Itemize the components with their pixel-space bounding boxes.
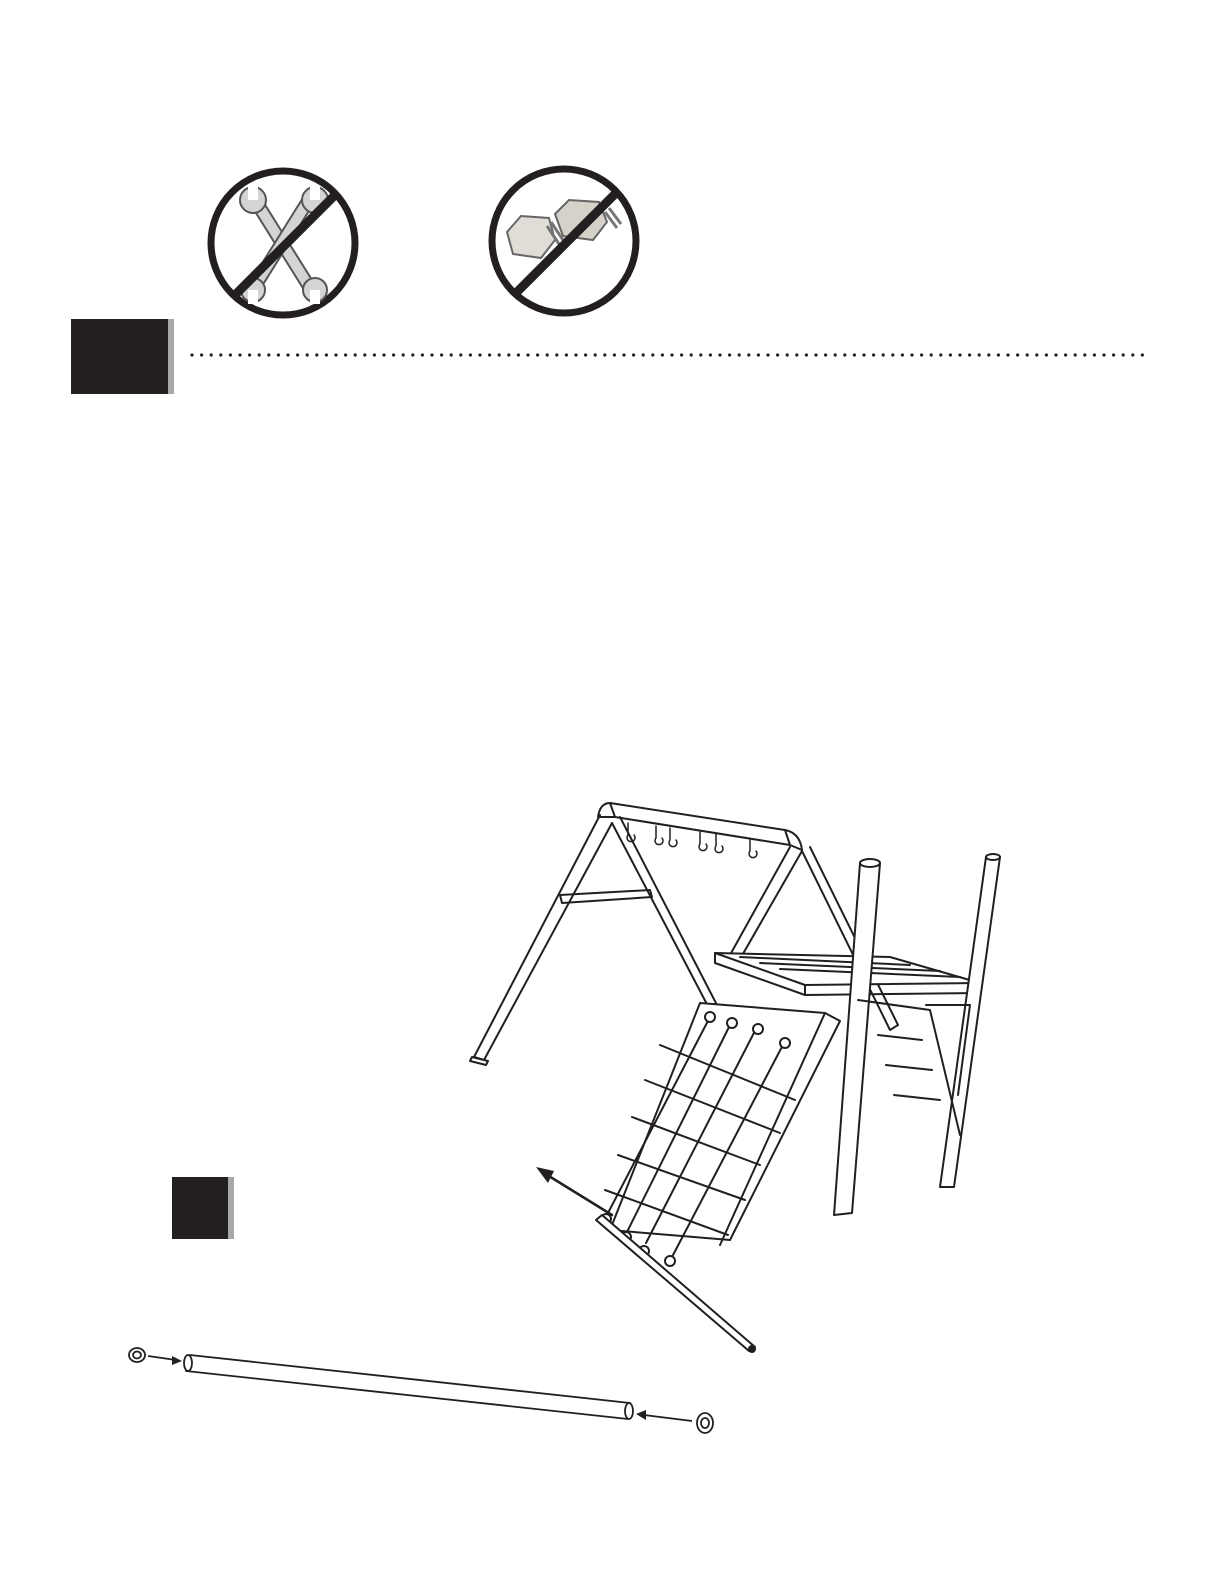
swing-set-net-illustration [460, 795, 1020, 1360]
no-hardware-icon [487, 164, 641, 318]
tube-end-cap-diagram [120, 1335, 730, 1445]
step-number-box [71, 319, 168, 394]
no-tools-icon [206, 166, 360, 320]
sub-step-number-box [172, 1177, 228, 1239]
dotted-divider [190, 353, 1145, 357]
